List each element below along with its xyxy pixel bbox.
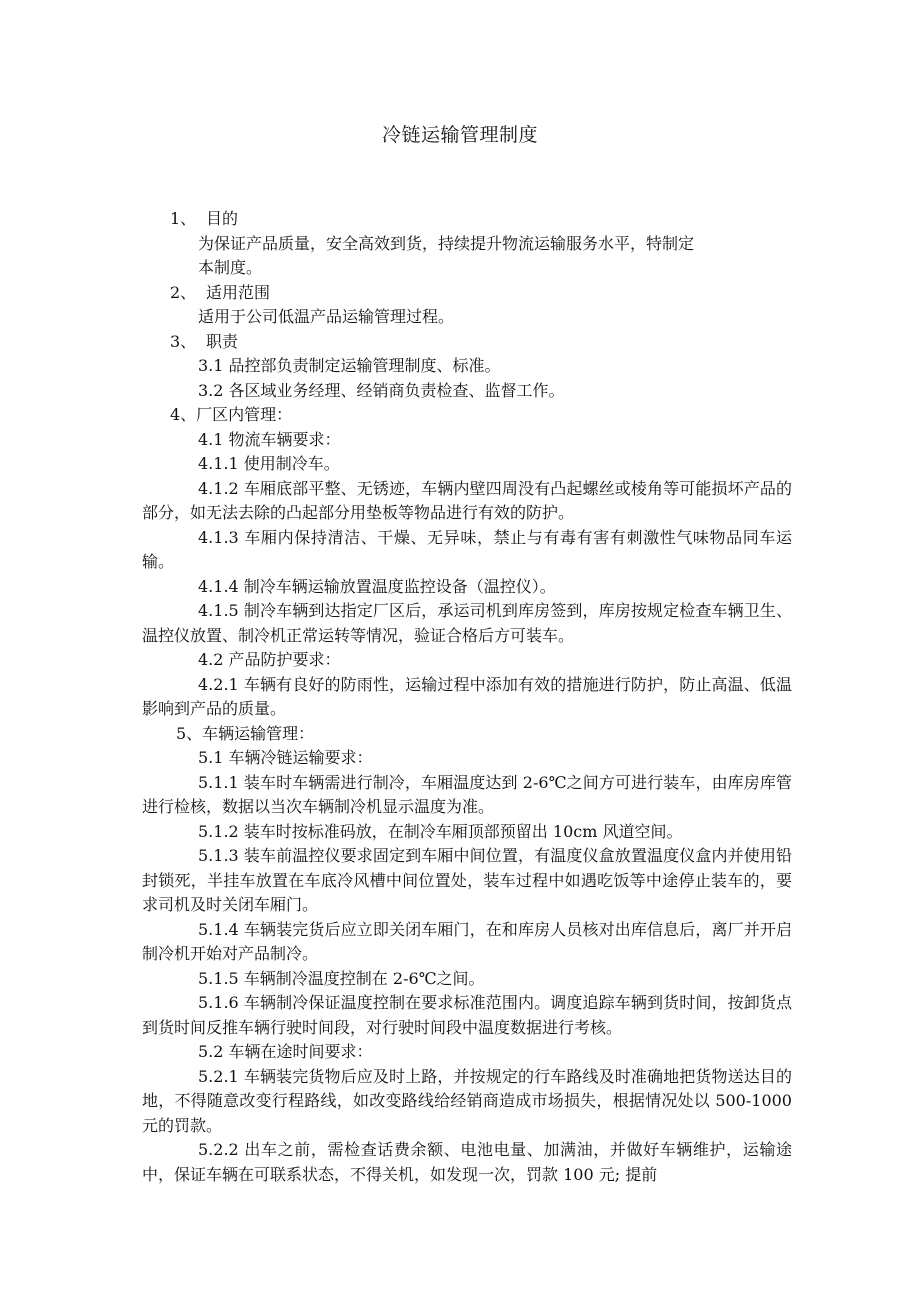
section-3-heading [142, 330, 792, 355]
clause-5-2-2: 5.2.2 出车之前，需检查话费余额、电池电量、加满油，并做好车辆维护，运输途中，保证车辆在可联系状态，不得关机，如发现一次，罚款 100 元; 提前 [142, 1140, 792, 1184]
document-body [142, 207, 792, 1187]
clause-4-1-5: 4.1.5 制冷车辆到达指定厂区后，承运司机到库房签到，库房按规定检查车辆卫生、温控仪放置、制冷机正常运转等情况，验证合格后方可装车。 [142, 601, 792, 645]
section-3-item-2: 3.2 各区域业务经理、经销商负责检查、监督工作。 [198, 380, 565, 400]
section-5-heading: 5、车辆运输管理： [176, 723, 315, 743]
section-1-text-line-2: 本制度。 [198, 258, 263, 277]
clause-5-1-5: 5.1.5 车辆制冷温度控制在 2-6℃之间。 [198, 968, 485, 988]
clause-5-1-6: 5.1.6 车辆制冷保证温度控制在要求标准范围内。调度追踪车辆到货时间，按卸货点到货时间反推车辆行驶时间段，对行驶时间段中温度数据进行考核。 [142, 993, 792, 1037]
section-3-item-1: 3.1 品控部负责制定运输管理制度、标准。 [198, 356, 501, 375]
section-2-text: 适用于公司低温产品运输管理过程。 [198, 307, 455, 326]
section-3-number: 3、 [170, 331, 197, 351]
clause-4-2-1: 4.2.1 车辆有良好的防雨性，运输过程中添加有效的措施进行防护，防止高温、低温影响到产品的质量。 [142, 674, 792, 718]
section-2-heading [142, 281, 792, 306]
clause-5-1-2: 5.1.2 装车时按标准码放，在制冷车厢顶部预留出 10cm 风道空间。 [198, 821, 683, 841]
clause-4-1-3: 4.1.3 车厢内保持清洁、干燥、无异味，禁止与有毒有害有刺激性气味物品同车运输。 [142, 527, 792, 571]
section-3-title: 职责 [206, 331, 239, 351]
clause-5-1-1: 5.1.1 装车时车辆需进行制冷，车厢温度达到 2-6℃之间方可进行装车，由库房库管进行检核，数据以当次车辆制冷机显示温度为准。 [142, 772, 792, 816]
section-4-2-heading: 4.2 产品防护要求： [198, 650, 341, 669]
clause-4-1-2: 4.1.2 车厢底部平整、无锈迹，车辆内壁四周没有凸起螺丝或棱角等可能损坏产品的部分，如无法去除的凸起部分用垫板等物品进行有效的防护。 [142, 478, 792, 522]
section-4-1-heading: 4.1 物流车辆要求： [198, 429, 341, 449]
section-1-heading [142, 207, 792, 232]
clause-4-1-4: 4.1.4 制冷车辆运输放置温度监控设备（温控仪）。 [198, 576, 556, 596]
section-2-title: 适用范围 [206, 282, 271, 302]
clause-4-1-1: 4.1.1 使用制冷车。 [198, 454, 340, 473]
section-5-2-heading: 5.2 车辆在途时间要求： [198, 1042, 373, 1061]
section-1-text-line-1: 为保证产品质量，安全高效到货，持续提升物流运输服务水平，特制定 [198, 233, 695, 253]
clause-5-2-1: 5.2.1 车辆装完货物后应及时上路，并按规定的行车路线及时准确地把货物送达目的地，不得随意改变行程路线，如改变路线给经销商造成市场损失，根据情况处以 500-1000 元的罚款。 [142, 1066, 792, 1135]
section-5-1-heading: 5.1 车辆冷链运输要求： [198, 748, 373, 767]
section-1-number: 1、 [170, 209, 197, 228]
section-4-heading: 4、厂区内管理： [170, 405, 293, 424]
section-1-title: 目的 [206, 209, 239, 228]
clause-5-1-3: 5.1.3 装车前温控仪要求固定到车厢中间位置，有温度仪盒放置温度仪盒内并使用铅封锁死，半挂车放置在车底冷风槽中间位置处，装车过程中如遇吃饭等中途停止装车的，要求司机及时关闭车厢门。 [142, 846, 792, 914]
clause-5-1-4: 5.1.4 车辆装完货后应立即关闭车厢门，在和库房人员核对出库信息后，离厂并开启制冷机开始对产品制冷。 [142, 919, 792, 963]
section-2-number: 2、 [170, 282, 197, 302]
document-title: 冷链运输管理制度 [381, 124, 538, 146]
